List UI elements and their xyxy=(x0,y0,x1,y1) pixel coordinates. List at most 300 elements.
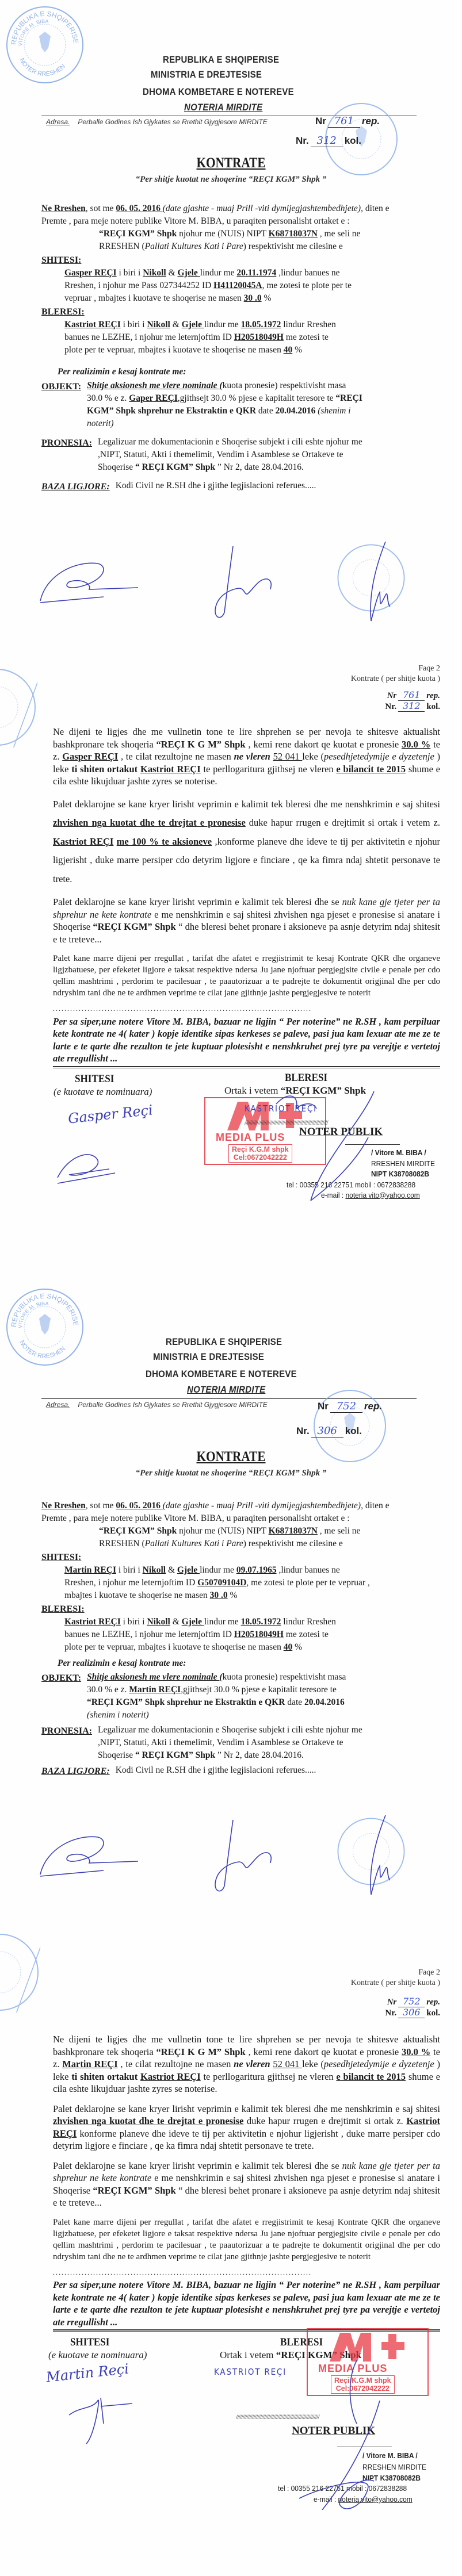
text-run: 30 .0 xyxy=(243,293,262,303)
kol-number-handwritten: 306 xyxy=(311,1425,343,1438)
hatch-line: ////////////////////////////////////////////////////////////// xyxy=(236,2413,319,2421)
sale-terms-paragraph xyxy=(53,726,440,788)
text-run: “REÇI KGM” Shpk xyxy=(93,2184,176,2196)
text-run: Kastriot REÇI xyxy=(64,1617,121,1627)
text-run: Per sa siper,une notere Vitore M. BIBA, xyxy=(53,1015,212,1027)
seal-text-outer: REPUBLIKA E SHQIPERISE xyxy=(9,1291,81,1328)
text-run: te perllogaritura gjithsej ne vleren xyxy=(200,2071,337,2082)
seller-title: SHITESI xyxy=(75,1072,114,1085)
nr-label: Nr xyxy=(387,691,397,700)
kol-number xyxy=(296,135,361,147)
text-run: ) leke xyxy=(53,751,441,775)
legal-basis-section xyxy=(41,480,364,493)
text-run: 40 xyxy=(283,1642,293,1652)
kol-number-handwritten: 312 xyxy=(398,701,425,712)
text-run: 20.11.1974 xyxy=(236,268,277,278)
text-run: ne vleren xyxy=(234,2058,270,2069)
text-run: Shitje aksionesh me vlere nominale ( xyxy=(87,381,223,390)
text-run: Gaper REÇI xyxy=(129,393,178,403)
buyer-label: BLERESI: xyxy=(41,1604,85,1614)
text-run: “ REÇI KGM” Shpk xyxy=(135,1750,216,1760)
rep-number xyxy=(385,1996,440,2007)
rep-suffix: rep. xyxy=(426,691,440,700)
text-run: 18.05.1972 xyxy=(240,320,281,329)
signature-block xyxy=(0,1068,462,1206)
realization-heading: Per realizimin e kesaj kontrate me: xyxy=(58,1658,186,1668)
seller-paragraph xyxy=(64,1564,372,1602)
text-run: , kemi rene dakort qe kuotat e pronesie xyxy=(245,738,402,750)
text-run: ,lindur banues ne Rreshen, i njohur me leternjoftim ID xyxy=(64,1565,340,1588)
intro-paragraph xyxy=(41,1500,415,1525)
text-run: i biri i xyxy=(116,268,143,278)
page-1-signatures xyxy=(0,1814,462,1906)
text-run: i biri i xyxy=(116,1565,143,1575)
text-run: “REÇI KGM” Shpk xyxy=(99,229,177,239)
document-label: Kontrate ( per shitje kuota ) xyxy=(350,674,440,683)
nr-label: Nr. xyxy=(385,702,397,711)
text-run: ,lindur banues ne Rreshen, i njohur me Pass 027344252 ID xyxy=(64,268,340,290)
buyer-signature xyxy=(190,1817,282,1897)
text-run: te z. xyxy=(53,2046,440,2069)
rep-number-handwritten: 761 xyxy=(328,115,360,128)
text-run: duke hapur rrugen e drejtimit si ortak i vetem z. xyxy=(245,817,440,828)
property-section xyxy=(41,1724,364,1762)
page-1-signatures xyxy=(0,540,462,632)
signature-stroke xyxy=(69,2398,132,2444)
rep-number xyxy=(318,1400,382,1413)
text-run: shume e cila eshte likujduar jashte zyres se noterise. xyxy=(53,763,441,787)
notary-phone: tel : 00355 216 22751 mobil : 0672838288 xyxy=(287,1180,416,1189)
text-run: , me zotesi te plote per te vepruar , mbajtes i kuotave te shoqerise ne masen xyxy=(64,281,352,303)
text-run: % xyxy=(292,345,303,355)
text-run: (shenim i noterit) xyxy=(87,406,351,428)
text-run: Ne dijeni te ligjes dhe me vullnetin tone te lire shprehen se per nevoja te shitesve aktualisht bashkpronare tek shoqeria xyxy=(53,726,440,750)
legal-basis-label: BAZA LIGJORE: xyxy=(41,482,110,492)
buyer-company: “REÇI KGM” Shpk xyxy=(280,1084,366,1096)
object-paragraph xyxy=(87,379,364,430)
seller-label: SHITESI: xyxy=(41,255,82,265)
text-run: 20.04.2016 xyxy=(275,406,316,416)
address-label: Adresa. xyxy=(46,1401,70,1409)
text-run: zhvishen nga kuotat dhe te drejtat e pronesise xyxy=(53,2115,244,2126)
stamp-company-name: Reçi K.G.M shpk xyxy=(334,2376,391,2385)
seller-signature xyxy=(35,1814,144,1889)
transfer-declaration-paragraph xyxy=(53,2103,440,2152)
kol-suffix: kol. xyxy=(345,1425,362,1436)
text-run: “REÇI K G M” Shpk xyxy=(156,2046,246,2057)
text-run: lindur me xyxy=(204,320,241,329)
text-run: , me seli ne RRESHEN ( xyxy=(99,1526,361,1548)
text-run: konforme planeve dhe ideve te tij per aktivitetin e njohur ligjerisht , duke marre persiper cdo detyrim ligjore e finciare , qe ka fimra ndaj shtetit personave te trete. xyxy=(53,2128,440,2151)
rep-suffix: rep. xyxy=(426,1998,440,2007)
text-run: i biri i xyxy=(120,320,147,329)
object-paragraph xyxy=(87,1671,364,1722)
signature-block xyxy=(0,2332,462,2510)
notary-email-line xyxy=(314,2493,413,2506)
stamp-brand: MEDIA PLUS xyxy=(216,1131,285,1143)
text-run: 06. 05. 2016 xyxy=(116,204,163,213)
notary-title: NOTER PUBLIK xyxy=(299,1125,383,1138)
seller-signature xyxy=(35,540,144,615)
dotted-separator: .......................................................................................... xyxy=(53,1005,312,1013)
seal-text-bottom: NOTER RRESHEN xyxy=(18,1339,67,1360)
sale-terms-paragraph xyxy=(53,2033,440,2095)
text-run: Nikoll xyxy=(142,1565,166,1575)
nr-label: Nr xyxy=(318,1401,329,1412)
text-run: Legalizuar me dokumentacionin e Shoqerise subjekt i cili eshte njohur me ,NIPT, Statuti, Akti i themelimit, Vendim i Asamblese se Ortakeve te Shoqerise xyxy=(98,437,362,472)
header-chamber: DHOMA KOMBETARE E NOTEREVE xyxy=(143,86,294,97)
nr-label: Nr xyxy=(387,1998,397,2007)
text-run: ,konforme planeve dhe ideve te tij per aktivitetin e njohur ligjerisht , duke marre persiper cdo detyrim ligjore e finciare , qe ka fimra ndaj shtetit personave te trete. xyxy=(53,835,440,884)
kol-suffix: kol. xyxy=(344,135,361,146)
text-run: , kemi rene dakort qe kuotat e pronesie xyxy=(245,2046,402,2057)
legal-basis-text: Kodi Civil ne R.SH dhe i gjithe legjislacioni referues..... xyxy=(115,481,316,490)
text-run: ti shiten ortakut xyxy=(71,763,141,775)
stamp-details xyxy=(331,2375,395,2394)
text-run: me zotesi te plote per te vepruar, mbajtes i kuotave te shoqerise ne masen xyxy=(64,332,329,355)
kol-number-handwritten: 306 xyxy=(398,2007,425,2018)
header-ministry: MINISTRIA E DREJTESISE xyxy=(151,69,262,80)
text-run: “ REÇI KGM” Shpk xyxy=(135,462,216,472)
nr-label: Nr. xyxy=(296,1425,310,1436)
text-run: ) respektivisht me cilesine e xyxy=(243,1539,343,1548)
text-run: ,gjithsejt 30.0 % pjese e kapitalit teresore te xyxy=(177,393,336,403)
text-run: (shenim i noterit) xyxy=(87,1710,149,1720)
contract-1 xyxy=(0,0,462,1271)
text-run: , sot me xyxy=(85,204,116,213)
contract-parties xyxy=(41,1500,415,1778)
notary-nipt: NIPT K38708082B xyxy=(362,2474,421,2482)
seal-text-outer: REPUBLIKA E SHQIPERISE xyxy=(9,9,81,45)
kol-number xyxy=(385,701,440,712)
registry-numbers xyxy=(385,690,440,712)
text-run: “REÇI KGM” Shpk xyxy=(99,1526,177,1536)
text-run: 52 041 xyxy=(273,751,303,762)
text-run: ) respektivisht me cilesine e xyxy=(243,241,343,251)
email-label: e-mail : xyxy=(321,1190,346,1199)
text-run: date xyxy=(256,406,276,416)
text-run: zhvishen nga kuotat dhe te drejtat e pronesise xyxy=(53,817,246,828)
text-run: H20518049H xyxy=(234,1630,284,1639)
text-run: lindur me xyxy=(204,1617,241,1627)
legal-basis-section xyxy=(41,1764,364,1778)
notary-signature xyxy=(345,540,408,627)
text-run: Kastriot REÇI xyxy=(140,2071,201,2082)
text-run: leke ( xyxy=(302,751,324,762)
property-label: PRONESIA: xyxy=(41,1726,93,1736)
object-label: OBJEKT: xyxy=(41,1673,82,1683)
text-run: kam perpiluar kete kontrate ne 4( kater ) kopje identike sipas kerkeses se paleve, pasi jua kam lexuar ate me ze te larte e te qarte dhe rezulton te jete kuptuar plotesisht e nenshkruhet prej tyre pa verejtje e vertetoj ate rregullisht ... xyxy=(53,2279,440,2328)
text-run: pesedhjetedymije e dyzetenje xyxy=(324,751,434,762)
notary-nipt: NIPT K38708082B xyxy=(371,1169,430,1178)
notary-seal-stamp xyxy=(5,5,85,85)
email-label: e-mail : xyxy=(314,2495,338,2504)
text-run: % xyxy=(227,1590,238,1600)
text-run: ne vleren xyxy=(234,751,270,762)
text-run: Kastriot REÇI xyxy=(64,320,121,329)
ownership-declaration-paragraph xyxy=(53,896,440,945)
transfer-declaration-paragraph xyxy=(53,795,440,889)
contract-page-2 xyxy=(0,1915,462,2576)
text-run: Nikoll xyxy=(143,268,166,278)
address-text: Perballe Godines Ish Gjykates se Rrethit Gjygjesore MIRDITE xyxy=(78,1401,268,1409)
legal-basis-text: Kodi Civil ne R.SH dhe i gjithe legjislacioni referues..... xyxy=(115,1765,316,1775)
buyer-signature xyxy=(190,543,282,624)
text-run: & xyxy=(166,1565,177,1575)
page-number: Faqe 2 xyxy=(418,1968,440,1977)
text-run: Gjele xyxy=(177,1565,200,1575)
text-run: Ne Rreshen xyxy=(41,1501,86,1511)
intro-paragraph xyxy=(41,202,415,228)
contract-page-2 xyxy=(0,661,462,1271)
text-run: Nikoll xyxy=(147,1617,170,1627)
seller-handwritten-signature: Gasper Reçi xyxy=(67,1101,154,1127)
seller-subtitle: (e kuotave te nominuara) xyxy=(54,1086,152,1097)
text-run: Palet deklarojne se kane kryer lirisht veprimin e kalimit tek bleresi dhe se xyxy=(53,896,342,907)
text-run: “ dhe bleresi behet pronare i aksioneve pa asnje detyrim ndaj shitesit e te treteve... xyxy=(53,2184,441,2208)
text-run: Ne Rreshen xyxy=(41,204,86,213)
text-run: nuk kane gje tjeter per ta shprehur ne kete kontrate xyxy=(53,2160,440,2183)
text-run: Palet deklarojne se kane kryer lirisht veprimin e kalimit tek bleresi dhe me nenshkrimin e saj shitesi xyxy=(53,2103,440,2114)
contract-terms xyxy=(53,726,440,1206)
property-section xyxy=(41,436,364,474)
notary-phone: tel : 00355 216 22751 mobil : 0672838288 xyxy=(278,2484,407,2493)
text-run: Shitje aksionesh me vlere nominale ( xyxy=(87,1672,223,1682)
text-run: “REÇI KGM” Shpk shprehur ne Ekstraktin e QKR xyxy=(87,393,362,416)
contract-2 xyxy=(0,1271,462,2576)
property-paragraph xyxy=(98,436,364,474)
text-run: Kastriot REÇI xyxy=(53,2115,440,2139)
stamp-company-name: Reçi K.G.M shpk xyxy=(232,1145,289,1153)
seal-text-inner: VITORE M. BIBA xyxy=(17,1300,49,1329)
text-run: Nikoll xyxy=(147,320,170,329)
text-run: ti shiten ortakut xyxy=(71,2071,141,2082)
notary-seal-stamp xyxy=(0,667,37,747)
text-run: , te cilat rezultojne ne masen xyxy=(117,2058,234,2069)
text-run: Palet deklarojne se kane kryer lirisht veprimin e kalimit tek bleresi dhe me nenshkrimin e saj shitesi xyxy=(53,798,440,810)
text-run: ) leke xyxy=(53,2058,440,2082)
registry-numbers xyxy=(385,1996,440,2018)
notary-name: / Vitore M. BIBA / xyxy=(362,2451,418,2460)
text-run: (date gjashte - muaj Prill -viti dymijegjashtembedhjete) xyxy=(162,1501,361,1511)
kol-number xyxy=(385,2007,440,2018)
address-text: Perballe Godines Ish Gjykates se Rrethit Gjygjesore MIRDITE xyxy=(78,118,268,126)
company-paragraph xyxy=(99,228,369,253)
text-run: , te cilat rezultojne ne masen xyxy=(118,751,234,762)
registration-notice-paragraph: Palet kane marre dijeni per rregullat , tarifat dhe afatet e rregjistrimit te kesaj Kontrate QKR dhe organeve ligjzbatuese, per efeketet ligjore e taksat respektive ndersa Ju jane njoftuar pergjegjsite civile e penale per cdo qellim mashtrimi , perdorim te pacilesuar , te paautorizuar a te padrejte te dokumentit origjinal dhe per cdo ndryshim tani dhe ne te ardhmen veprime te cilat jane gjithnje jashte pergjegjesive te noterit xyxy=(53,954,440,998)
property-paragraph xyxy=(98,1724,364,1762)
rep-number-handwritten: 752 xyxy=(330,1400,362,1413)
registration-notice-paragraph: Palet kane marre dijeni per rregullat , tarifat dhe afatet e rregjistrimit te kesaj Kontrate QKR dhe organeve ligjzbatuese, per efeketet ligjore e taksat respektive ndersa Ju jane njoftuar pergjegjsite civile e penale per cdo qellim mashtrimi , perdorim te pacilesuar , te paautorizuar a te padrejte te dokumentit origjinal dhe per cdo ndryshim tani dhe ne te ardhmen veprime te cilat jane gjithnje jashte pergjegjesive te noterit xyxy=(53,2217,440,2261)
text-run: lindur Rreshen banues ne LEZHE, i njohur me leternjoftim ID xyxy=(64,320,336,342)
kol-number xyxy=(296,1425,362,1438)
seller-subtitle: (e kuotave te nominuara) xyxy=(48,2349,147,2360)
text-run: Per sa siper,une notere Vitore M. BIBA, xyxy=(53,2279,212,2290)
text-run: te perllogaritura gjithsej ne vleren xyxy=(200,763,337,775)
nr-label: Nr xyxy=(315,116,326,126)
notary-city: RRESHEN MIRDITE xyxy=(362,2463,426,2471)
notary-email[interactable]: noteria vito@yahoo.com xyxy=(345,1190,420,1199)
contract-subtitle: “Per shitje kuotat ne shoqerine “REÇI KGM” Shpk ” xyxy=(135,1469,327,1478)
notary-email-line xyxy=(321,1189,420,1202)
text-run: pesedhjetedymije e dyzetenje xyxy=(323,2058,434,2069)
contract-terms xyxy=(45,2033,441,2510)
text-run: H41120045A xyxy=(213,281,262,290)
text-run: kuota pronesie) respektivisht masa 30.0 % e z. xyxy=(87,381,346,403)
text-run: Legalizuar me dokumentacionin e Shoqerise subjekt i cili eshte njohur me ,NIPT, Statuti, Akti i themelimit, Vendim i Asamblese se Ortakeve te Shoqerise xyxy=(98,1725,362,1760)
dotted-separator: .......................................................................................... xyxy=(53,2268,312,2276)
text-run: 30 .0 xyxy=(209,1590,228,1600)
text-run: bazuar ne ligjin “ Per noterine” ne R.SH , xyxy=(211,2279,384,2290)
text-run: lindur me xyxy=(200,1565,236,1575)
contract-parties xyxy=(41,202,415,493)
text-run: ,gjithsejt 30.0 % pjese e kapitalit teresore te xyxy=(181,1685,337,1695)
page-header xyxy=(351,1968,440,1988)
buyer-paragraph xyxy=(64,1616,341,1654)
realization-heading: Per realizimin e kesaj kontrate me: xyxy=(58,367,186,377)
text-run: % xyxy=(261,293,272,303)
text-run: kam perpiluar kete kontrate ne 4( kater ) kopje identike sipas kerkeses se paleve, pasi jua kam lexuar ate me ze te larte e te qarte dhe rezulton te jete kuptuar plotesisht e nenshkruhet prej tyre pa verejtje e vertetoj ate rregullisht ... xyxy=(53,1015,440,1064)
text-run: njohur me (NUIS) NIPT xyxy=(177,1526,269,1536)
notary-seal-stamp xyxy=(5,1287,85,1367)
address-line xyxy=(46,118,268,126)
text-run: K68718037N xyxy=(268,229,318,239)
text-run: Martin REÇI xyxy=(64,1565,116,1575)
text-run: bazuar ne ligjin “ Per noterine” ne R.SH , xyxy=(211,1015,384,1027)
stamp-details xyxy=(228,1144,292,1163)
text-run: Gasper REÇI xyxy=(62,751,119,762)
rep-number xyxy=(385,690,440,701)
kol-suffix: kol. xyxy=(426,702,440,711)
text-run: Kastriot REÇI xyxy=(140,763,201,775)
buyer-role: Ortak i vetem xyxy=(220,2349,276,2360)
text-run: 30.0 % xyxy=(402,738,431,750)
text-run: “REÇI KGM” Shpk shprehur ne Ekstraktin e QKR xyxy=(87,1697,285,1707)
text-run: Gasper REÇI xyxy=(64,268,117,278)
text-run: kuota pronesie) respektivisht masa 30.0 % e z. xyxy=(87,1672,346,1695)
text-run: date xyxy=(285,1697,305,1707)
document-label: Kontrate ( per shitje kuota ) xyxy=(350,1979,440,1987)
text-run: 40 xyxy=(283,345,293,355)
text-run: % xyxy=(292,1642,303,1652)
text-run: duke hapur rrugen e drejtimit si ortak z. xyxy=(243,2115,407,2126)
text-run: njohur me (NUIS) NIPT xyxy=(177,229,269,239)
text-run: Gjele xyxy=(181,320,204,329)
text-run: , me seli ne RRESHEN ( xyxy=(99,229,361,251)
contract-subtitle: “Per shitje kuotat ne shoqerine “REÇI KGM” Shpk ” xyxy=(135,175,327,184)
page-number: Faqe 2 xyxy=(418,664,440,673)
text-run: me zotesi te plote per te vepruar, mbajtes i kuotave te shoqerise ne masen xyxy=(64,1630,329,1652)
text-run: Gjele xyxy=(177,268,200,278)
text-run: ” Nr 2, date 28.04.2016. xyxy=(215,462,304,472)
rep-number xyxy=(315,115,380,128)
text-run: ” Nr 2, date 28.04.2016. xyxy=(215,1750,304,1760)
rep-number-handwritten: 752 xyxy=(398,1996,425,2007)
seal-text-inner: VITORE M. BIBA xyxy=(17,18,49,47)
text-run: Gjele xyxy=(181,1617,204,1627)
buyer-role: Ortak i vetem xyxy=(224,1084,281,1096)
text-run: shume e cila eshte likujduar jashte zyres se noterise. xyxy=(53,2071,441,2094)
text-run: 06. 05. 2016 xyxy=(116,1501,163,1511)
seller-paragraph xyxy=(64,267,372,305)
contract-title: KONTRATE xyxy=(196,1449,266,1465)
text-run: Palet deklarojne se kane kryer lirisht veprimin e kalimit tek bleresi dhe se xyxy=(53,2160,342,2171)
text-run: Kastriot REÇI xyxy=(53,835,114,847)
notary-attestation-paragraph xyxy=(53,1015,440,1065)
ownership-declaration-paragraph xyxy=(53,2160,440,2209)
text-run: Pallati Kultures Kati i Pare xyxy=(144,1539,243,1548)
text-run: & xyxy=(170,320,182,329)
media-plus-logo xyxy=(325,2330,411,2363)
kol-number-handwritten: 312 xyxy=(311,135,343,147)
buyer-paragraph xyxy=(64,319,341,356)
buyer-subtitle xyxy=(224,1084,366,1097)
text-run: Martin REÇI xyxy=(62,2058,118,2069)
text-run: Pallati Kultures Kati i Pare xyxy=(144,241,243,251)
notary-seal-stamp xyxy=(0,1932,40,2012)
stamp-phone: Cel:0672042222 xyxy=(233,1153,287,1162)
text-run: e bilancit te 2015 xyxy=(336,2071,406,2082)
text-run: “REÇI K G M” Shpk xyxy=(156,738,246,750)
header-republic: REPUBLIKA E SHQIPERISE xyxy=(163,54,280,65)
text-run: 09.07.1965 xyxy=(236,1565,277,1575)
text-run: K68718037N xyxy=(268,1526,318,1536)
nr-label: Nr. xyxy=(296,135,309,146)
seal-text-bottom: NOTER RRESHEN xyxy=(18,57,67,78)
text-run: H20518049H xyxy=(234,332,284,342)
text-run: e bilancit te 2015 xyxy=(336,763,406,775)
text-run: i biri i xyxy=(120,1617,147,1627)
seller-title: SHITESI xyxy=(70,2336,110,2348)
notary-signature-line xyxy=(345,1144,400,1145)
text-run: Ne dijeni te ligjes dhe me vullnetin tone te lire shprehen se per nevoja te shitesve aktualisht bashkpronare tek shoqeria xyxy=(53,2034,440,2057)
header-notary-office: NOTERIA MIRDITE xyxy=(184,102,263,113)
notary-attestation-paragraph xyxy=(53,2279,440,2328)
text-run: 30.0 % xyxy=(402,2046,431,2057)
notary-title: NOTER PUBLIK xyxy=(292,2425,376,2437)
text-run: e me nenshkrimin e saj shitesi zhvishen nga pjeset e pronesise si anatare i Shoqerise xyxy=(53,908,440,932)
legal-basis-label: BAZA LIGJORE: xyxy=(41,1766,110,1776)
stamp-phone: Cel:0672042222 xyxy=(335,2385,390,2393)
header-notary-office: NOTERIA MIRDITE xyxy=(187,1384,266,1395)
header-chamber: DHOMA KOMBETARE E NOTEREVE xyxy=(146,1368,297,1379)
address-line xyxy=(46,1401,268,1409)
kol-suffix: kol. xyxy=(426,2008,440,2018)
text-run: me 100 % te aksioneve xyxy=(116,835,212,847)
notary-email[interactable]: noteria vito@yahoo.com xyxy=(338,2495,413,2504)
buyer-handwritten-name: KASTRIOT REÇI xyxy=(245,1103,317,1114)
text-run: , me zotesi te plote per te vepruar , mbajtes i kuotave te shoqerise ne masen xyxy=(64,1578,370,1600)
text-run: “REÇI KGM” Shpk xyxy=(93,921,176,932)
text-run: 20.04.2016 xyxy=(304,1697,345,1707)
signature-stroke xyxy=(58,1155,115,1183)
contract-page-1 xyxy=(0,0,462,661)
hatch-line: ////////////////////////////////////////////////////////////// xyxy=(245,1118,328,1126)
text-run: “ dhe bleresi behet pronare i aksioneve pa asnje detyrim ndaj shitesit e te treteve... xyxy=(53,921,441,945)
notary-city: RRESHEN MIRDITE xyxy=(371,1159,435,1168)
svg-text:NOTER RRESHEN xyxy=(18,1339,67,1360)
text-run: e me nenshkrimin e saj shitesi zhvishen nga pjeset e pronesise si anatare i Shoqerise xyxy=(53,2172,440,2196)
text-run: 52 041 xyxy=(273,2058,303,2069)
address-label: Adresa. xyxy=(46,118,70,126)
text-run: , diten e Premte , para meje notere publike Vitore M. BIBA, u paraqiten personalisht ortaket e : xyxy=(41,1501,390,1523)
company-stamp xyxy=(307,2328,429,2396)
page-header xyxy=(351,664,440,684)
stamp-brand: MEDIA PLUS xyxy=(318,2363,388,2374)
nr-label: Nr. xyxy=(385,2008,397,2018)
rep-suffix: rep. xyxy=(361,116,380,126)
text-run: , sot me xyxy=(85,1501,116,1511)
